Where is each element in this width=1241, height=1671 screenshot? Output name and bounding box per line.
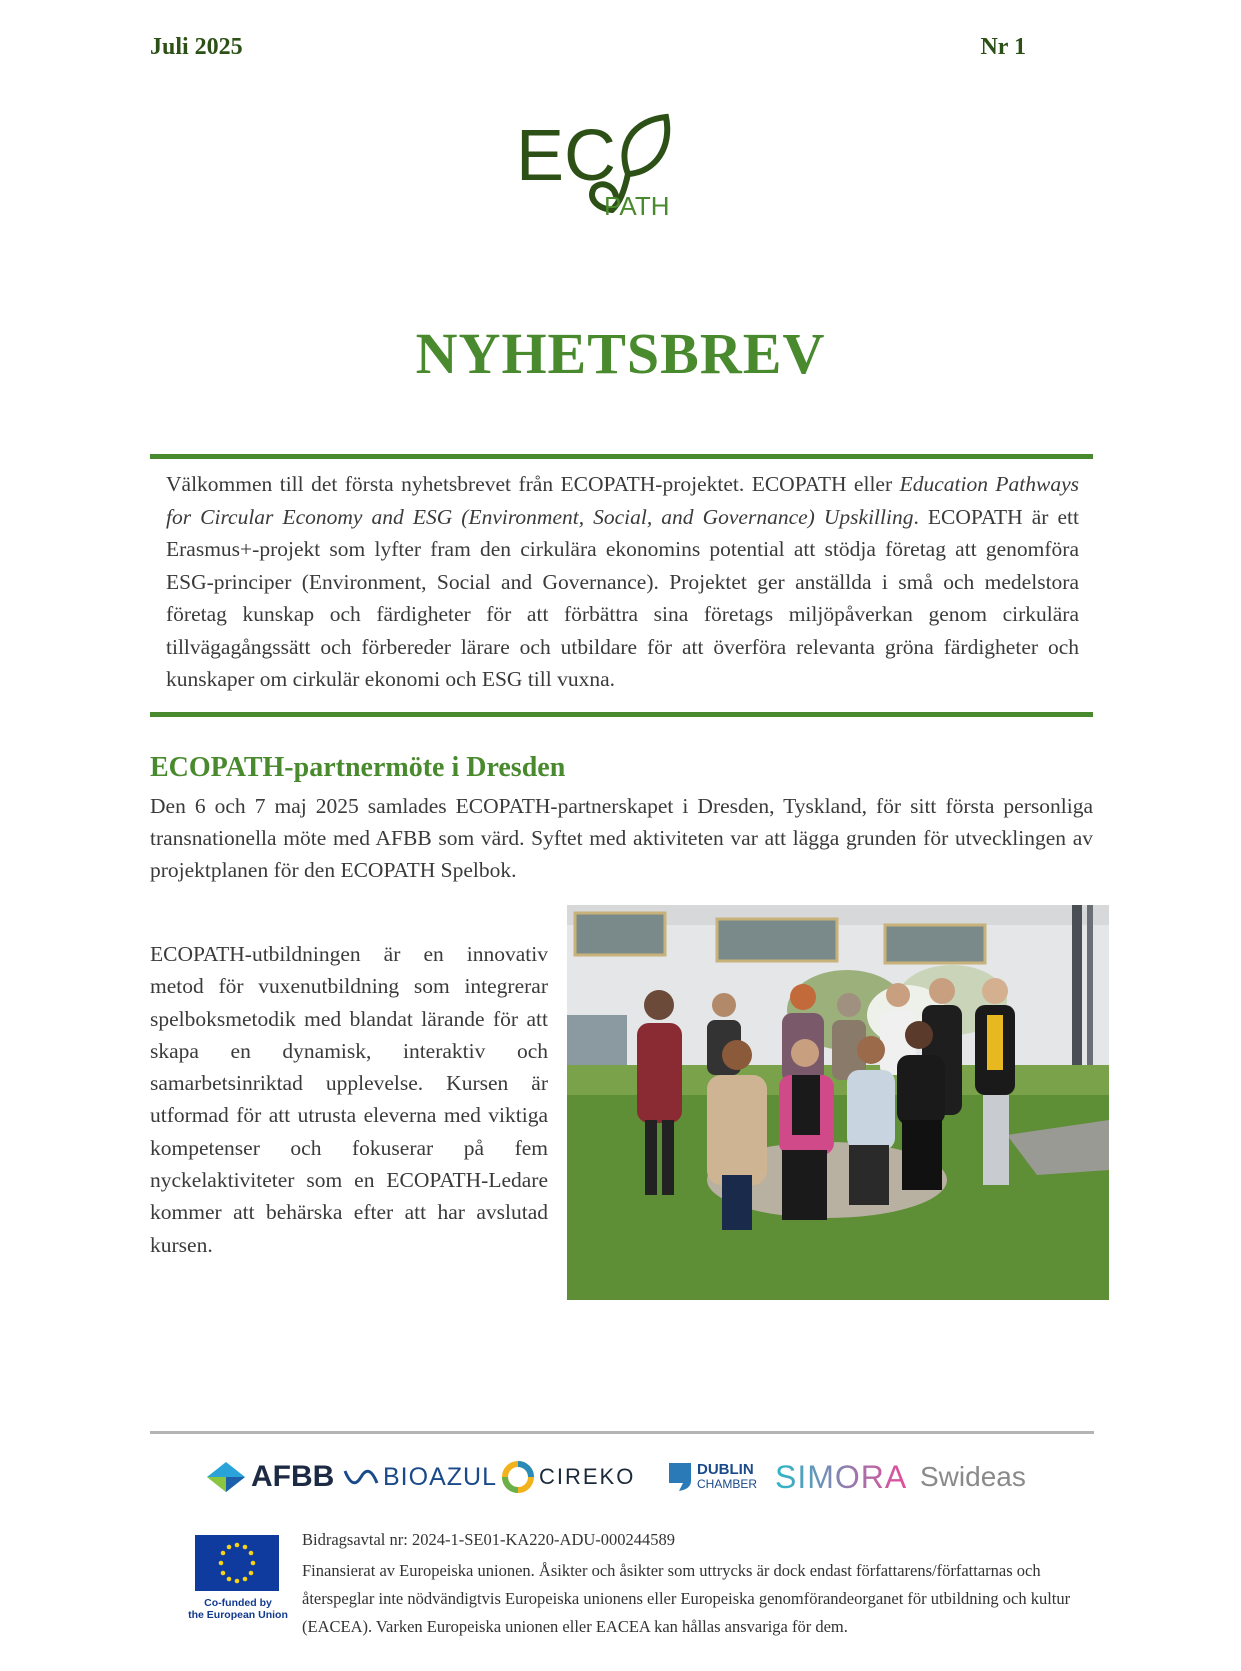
afbb-logo: AFBB [205,1452,334,1502]
bioazul-logo: BIOAZUL [343,1452,497,1502]
section-title: ECOPATH-partnermöte i Dresden [150,752,566,783]
section-body: Den 6 och 7 maj 2025 samlades ECOPATH-partnerskapet i Dresden, Tyskland, för sitt första personliga transnationella möte med AFBB som värd. Syftet med aktiviteten var att lägga grunden för utvecklingen av projektplanen för den ECOPATH Spelbok. [150,794,1093,882]
logo-sub-text: PATH [604,191,670,221]
eu-flag-icon [195,1535,279,1591]
intro-paragraph [166,468,1079,696]
divider-bottom [150,712,1093,717]
partner-logos [205,1452,1045,1502]
intro-text-after: . ECOPATH är ett Erasmus+-projekt som lyfter fram den cirkulära ekonomins potential att stödja företag att genomföra ESG-principer (Environment, Social and Governance). Projektet ger anställda i små och medelstora företag kunskap och färdigheter för att förbättra sina företags miljöpåverkan genom cirkulära tillvägagångssätt och förbereder lärare och utbildare för att överföra relevanta gröna färdigheter och kunskaper om cirkulär ekonomi och ESG till vuxna. [166,504,1079,691]
footer-divider [150,1431,1094,1434]
afbb-diamond-icon [205,1460,247,1494]
intro-text-before: Välkommen till det första nyhetsbrevet från ECOPATH-projektet. ECOPATH eller [166,472,900,496]
page-title: NYHETSBREV [415,321,826,386]
simora-logo: SIMORA [775,1458,908,1495]
group-photo [567,905,1109,1300]
logo-main-text: EC [516,116,617,196]
wave-icon [343,1465,379,1489]
newsletter-date: Juli 2025 [150,34,243,60]
divider-top [150,454,1093,459]
speech-bubble-icon [667,1461,693,1493]
dublin-chamber-logo: DUBLIN CHAMBER [667,1452,757,1502]
issue-number: Nr 1 [980,34,1026,60]
section-side-text: ECOPATH-utbildningen är en innovativ metod för vuxenutbildning som integrerar spelboksmetodik med blandat lärande för att skapa en dynamisk, interaktiv och samarbetsinriktad upplevelse. Kursen är utformad för att utrusta eleverna med viktiga kompetenser och fokuserar på fem nyckelaktiviteter som en ECOPATH-Ledare kommer att behärska efter att har avslutad kursen. [150,942,548,1257]
funding-disclaimer: Finansierat av Europeiska unionen. Åsikter och åsikter som uttrycks är dock endast författarens/författarnas och återspeglar inte nödvändigtvis Europeiska unionens eller Europeiska genomförandeorganet för utbildning och kultur (EACEA). Varken Europeiska unionen eller EACEA kan hållas ansvariga för dem. [302,1561,1071,1636]
swideas-logo: Swideas [920,1461,1026,1492]
ring-icon [501,1460,535,1494]
eu-cofunded-caption: Co-funded by the European Union [188,1597,288,1621]
ecopath-logo [516,112,716,232]
cireko-logo: CIREKO [501,1452,635,1502]
grant-number: Bidragsavtal nr: 2024-1-SE01-KA220-ADU-000244589 [302,1530,676,1549]
intro-text-italic: Education Pathways for Circular Economy and ESG (Environment, Social, and Governance) Upskilling [166,472,1080,529]
